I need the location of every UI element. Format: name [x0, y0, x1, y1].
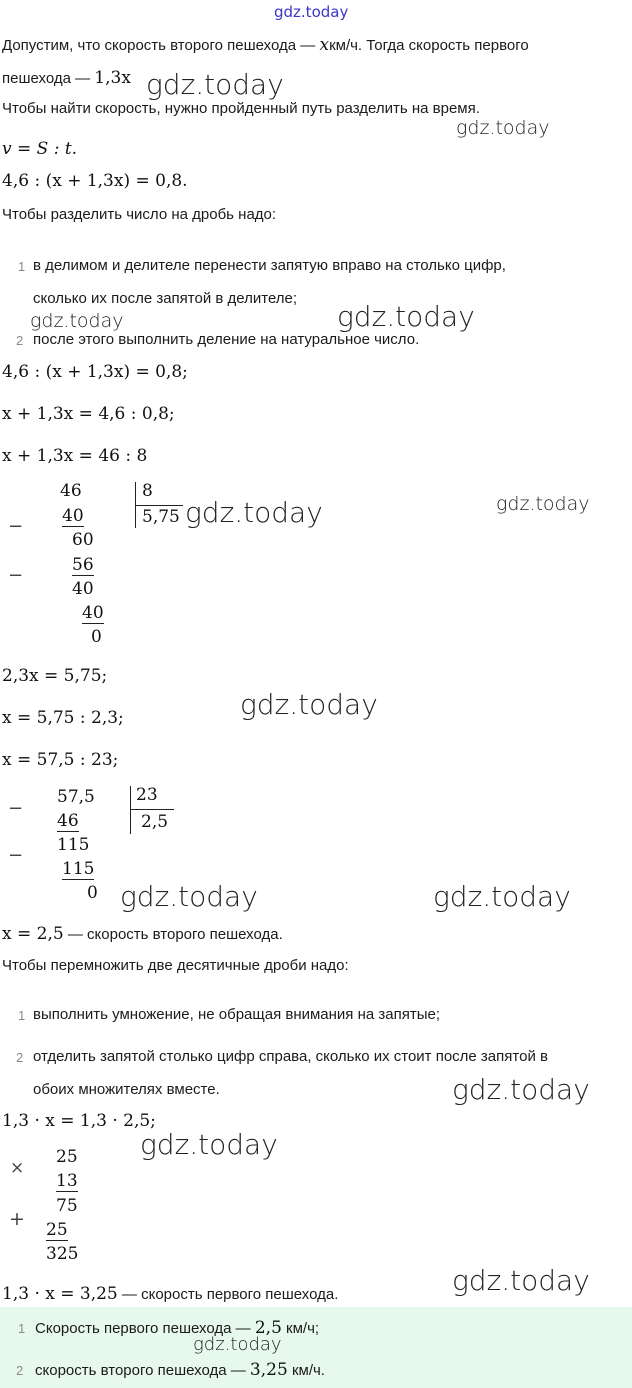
- long-div-1-divisor: 8: [142, 481, 153, 501]
- mult-result: 325: [46, 1244, 79, 1264]
- equation-mult: 1,3 · x = 1,3 · 2,5;: [2, 1111, 156, 1131]
- velocity-formula: v = S : t.: [2, 139, 78, 159]
- long-div-1-minus-1: −: [8, 516, 24, 537]
- watermark: gdz.today: [193, 1334, 282, 1355]
- watermark: gdz.today: [140, 1128, 278, 1161]
- answer-item-2-value: 3,25: [249, 1360, 288, 1380]
- watermark: gdz.today: [456, 117, 550, 139]
- equation-6: x = 5,75 : 2,3;: [2, 708, 124, 728]
- watermark: gdz.today: [240, 688, 378, 721]
- long-div-2-minus-1: −: [8, 798, 24, 819]
- long-div-1-rem-3: 0: [91, 627, 102, 647]
- watermark: gdz.today: [452, 1073, 590, 1106]
- intro-var-x: x: [319, 35, 330, 55]
- mult-partial-1: 75: [56, 1196, 78, 1216]
- answer-item-1-text: Скорость первого пешехода —: [35, 1320, 255, 1337]
- answer-item-1-value: 2,5: [254, 1318, 282, 1338]
- equation-2: 4,6 : (x + 1,3x) = 0,8;: [2, 362, 188, 382]
- watermark: gdz.today: [433, 880, 571, 913]
- site-link[interactable]: gdz.today: [274, 3, 349, 21]
- long-div-1-dividend: 46: [60, 481, 82, 501]
- watermark: gdz.today: [337, 300, 475, 333]
- intro-line-2-expr: 1,3x: [94, 68, 131, 88]
- answer-num-2: 2: [16, 1363, 24, 1378]
- result-first-expr: 1,3 · x = 3,25: [2, 1284, 118, 1304]
- long-div-2-quotient: 2,5: [141, 812, 169, 832]
- multiply-rule-item-1: выполнить умножение, не обращая внимания на запятые;: [33, 1006, 441, 1023]
- watermark: gdz.today: [452, 1264, 590, 1297]
- long-div-2-rem-1: 115: [57, 835, 90, 855]
- mult-factor-b: 13: [56, 1171, 78, 1191]
- long-div-1-bracket-horizontal: [135, 505, 183, 506]
- equation-5: 2,3x = 5,75;: [2, 666, 108, 686]
- mult-factor-a: 25: [56, 1147, 78, 1167]
- long-div-2-minus-2: −: [8, 845, 24, 866]
- long-div-2-sub-2: 115: [62, 859, 95, 879]
- long-div-1-rem-2: 40: [72, 579, 94, 599]
- answer-item-2-unit: км/ч.: [287, 1362, 325, 1379]
- long-div-1-minus-2: −: [8, 565, 24, 586]
- long-div-2-rem-2: 0: [87, 883, 98, 903]
- watermark: gdz.today: [120, 880, 258, 913]
- division-rule-num-2: 2: [16, 333, 24, 348]
- answer-item-2: [35, 1360, 325, 1380]
- division-rule-title: Чтобы разделить число на дробь надо:: [2, 206, 277, 223]
- watermark: gdz.today: [496, 493, 590, 515]
- division-rule-item-1-line-1: в делимом и делителе перенести запятую вправо на столько цифр,: [33, 257, 506, 274]
- intro-line-3: Чтобы найти скорость, нужно пройденный путь разделить на время.: [2, 100, 480, 117]
- long-div-2-sub-1: 46: [57, 811, 79, 831]
- long-div-2-dividend: 57,5: [57, 787, 95, 807]
- multiply-rule-num-2: 2: [16, 1050, 24, 1065]
- long-div-1-sub-2: 56: [72, 555, 94, 575]
- answer-num-1: 1: [18, 1321, 26, 1336]
- division-rule-item-2-line-1: после этого выполнить деление на натуральное число.: [33, 331, 420, 348]
- result-first-text: — скорость первого пешехода.: [117, 1286, 339, 1303]
- equation-7: x = 57,5 : 23;: [2, 750, 119, 770]
- intro-line-1: [2, 35, 529, 55]
- equation-3: x + 1,3x = 4,6 : 0,8;: [2, 404, 175, 424]
- long-div-2-bracket-vertical: [130, 786, 131, 834]
- long-div-2-bracket-horizontal: [130, 809, 174, 810]
- multiply-rule-title: Чтобы перемножить две десятичные дроби надо:: [2, 957, 349, 974]
- intro-text-b: км/ч. Тогда скорость первого: [329, 37, 529, 54]
- intro-line-2-text: пешехода —: [2, 70, 95, 87]
- long-div-1-quotient: 5,75: [142, 507, 180, 527]
- watermark: gdz.today: [30, 310, 124, 332]
- long-div-2-divisor: 23: [136, 785, 158, 805]
- long-div-1-rem-1: 60: [72, 530, 94, 550]
- result-x-expr: x = 2,5: [2, 924, 64, 944]
- multiply-rule-num-1: 1: [18, 1008, 26, 1023]
- mult-plus-sign: +: [9, 1208, 25, 1230]
- watermark: gdz.today: [185, 496, 323, 529]
- equation-1: 4,6 : (x + 1,3x) = 0,8.: [2, 171, 188, 191]
- multiply-rule-item-2-line-2: обоих множителях вместе.: [33, 1081, 220, 1098]
- answer-item-2-text: скорость второго пешехода —: [35, 1362, 250, 1379]
- division-rule-item-1-line-2: сколько их после запятой в делителе;: [33, 290, 298, 307]
- result-first-line: [2, 1284, 338, 1304]
- intro-line-2: [2, 68, 131, 88]
- intro-text-a: Допустим, что скорость второго пешехода —: [2, 37, 320, 54]
- mult-times-sign: ×: [10, 1158, 25, 1178]
- mult-partial-2: 25: [46, 1220, 68, 1240]
- long-div-1-sub-3: 40: [82, 603, 104, 623]
- division-rule-num-1: 1: [18, 259, 26, 274]
- answer-item-1-unit: км/ч;: [281, 1320, 320, 1337]
- result-x-text: — скорость второго пешехода.: [63, 926, 283, 943]
- equation-4: x + 1,3x = 46 : 8: [2, 446, 148, 466]
- result-x-line: [2, 924, 283, 944]
- multiply-rule-item-2-line-1: отделить запятой столько цифр справа, сколько их стоит после запятой в: [33, 1048, 548, 1065]
- long-div-1-sub-1: 40: [62, 506, 84, 526]
- watermark: gdz.today: [146, 68, 284, 101]
